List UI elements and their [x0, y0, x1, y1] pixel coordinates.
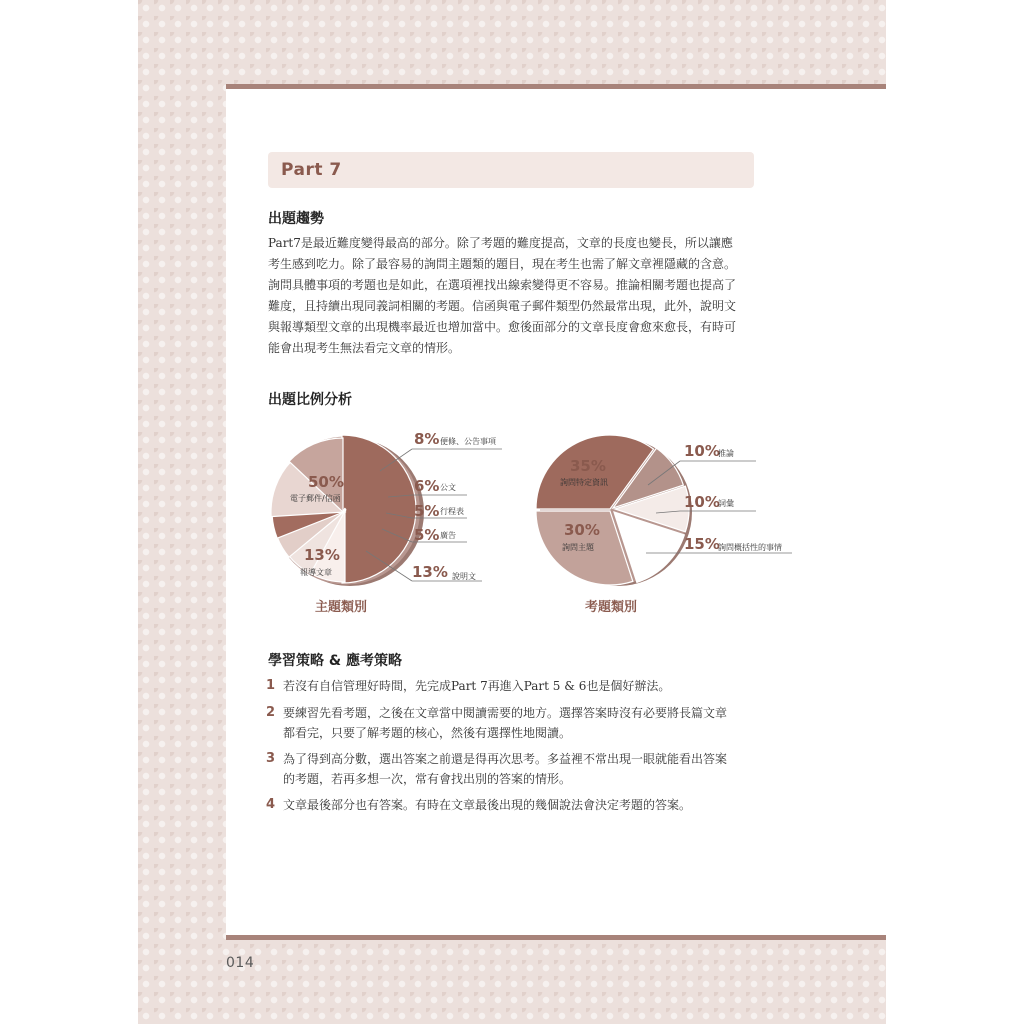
part-title-box	[268, 152, 754, 188]
strategy-number: 4	[266, 797, 276, 812]
slice-percent: 10%	[684, 442, 720, 460]
slice-percent: 5%	[414, 502, 440, 520]
slice-label: 說明文	[452, 572, 476, 581]
slice-percent: 5%	[414, 526, 440, 544]
trend-line: 考生感到吃力。除了最容易的詢問主題類的題目，現在考生也需了解文章裡隱藏的含意。	[268, 257, 737, 271]
trend-line: 與報導類型文章的出現機率最近也增加當中。愈後面部分的文章長度會愈來愈長，有時可	[268, 320, 737, 334]
question-chart-caption: 考題類別	[585, 600, 638, 615]
trend-heading: 出題趨勢	[268, 211, 324, 227]
trend-paragraph	[268, 233, 760, 359]
slice-label: 報導文章	[300, 568, 332, 577]
slice-label: 詞彙	[718, 499, 734, 508]
trend-line: 難度，且持續出現同義詞相關的考題。信函與電子郵件類型仍然最常出現，此外，說明文	[268, 299, 737, 313]
strategy-line: 要練習先看考題，之後在文章當中閱讀需要的地方。選擇答案時沒有必要將長篇文章	[283, 706, 728, 720]
slice-percent: 6%	[414, 477, 440, 495]
strategy-line: 的考題，若再多想一次，常有會找出別的答案的情形。	[283, 772, 572, 786]
slice-percent: 30%	[564, 521, 600, 539]
part-title: Part 7	[281, 160, 342, 180]
topic-pie-chart	[262, 425, 518, 595]
slice-percent: 15%	[684, 535, 720, 553]
strategy-line: 都看完，只要了解考題的核心，然後有選擇性地閱讀。	[283, 726, 572, 740]
strategy-line: 為了得到高分數，選出答案之前還是得再次思考。多益裡不常出現一眼就能看出答案	[283, 752, 728, 766]
question-pie-chart	[530, 425, 800, 595]
slice-label: 公文	[440, 483, 456, 492]
slice-percent: 8%	[414, 430, 440, 448]
strategy-item	[266, 703, 766, 743]
trend-line: 能會出現考生無法看完文章的情形。	[268, 341, 461, 355]
top-rule	[226, 84, 886, 89]
slice-percent: 13%	[304, 546, 340, 564]
page-number: 014	[226, 955, 255, 971]
slice-percent: 35%	[570, 457, 606, 475]
slice-label: 廣告	[440, 531, 456, 540]
trend-line: 詢問具體事項的考題也是如此，在選項裡找出線索變得更不容易。推論相關考題也提高了	[268, 278, 737, 292]
slice-percent: 13%	[412, 563, 448, 581]
strategy-number: 1	[266, 678, 276, 693]
strategy-item	[266, 795, 766, 815]
strategy-number: 2	[266, 705, 276, 720]
strategy-item	[266, 749, 766, 789]
topic-chart-caption: 主題類別	[315, 600, 368, 615]
slice-label: 詢問概括性的事情	[718, 543, 782, 552]
slice-label: 電子郵件/信函	[290, 494, 341, 503]
slice-percent: 10%	[684, 493, 720, 511]
bottom-rule	[226, 935, 886, 940]
strategy-heading: 學習策略 & 應考策略	[268, 653, 402, 669]
analysis-heading: 出題比例分析	[268, 392, 352, 408]
slice-label: 詢問特定資訊	[560, 478, 608, 487]
slice-label: 推論	[718, 449, 734, 458]
strategy-item	[266, 676, 766, 696]
slice-label: 便條、公告事項	[440, 437, 496, 446]
strategy-line: 若沒有自信管理好時間，先完成Part 7再進入Part 5 & 6也是個好辦法。	[283, 679, 671, 693]
slice-label: 詢問主題	[562, 543, 594, 552]
slice-percent: 50%	[308, 473, 344, 491]
trend-line: Part7是最近難度變得最高的部分。除了考題的難度提高，文章的長度也變長，所以讓應	[268, 236, 733, 250]
strategy-number: 3	[266, 751, 276, 766]
slice-label: 行程表	[440, 507, 464, 516]
strategy-line: 文章最後部分也有答案。有時在文章最後出現的幾個說法會決定考題的答案。	[283, 798, 692, 812]
